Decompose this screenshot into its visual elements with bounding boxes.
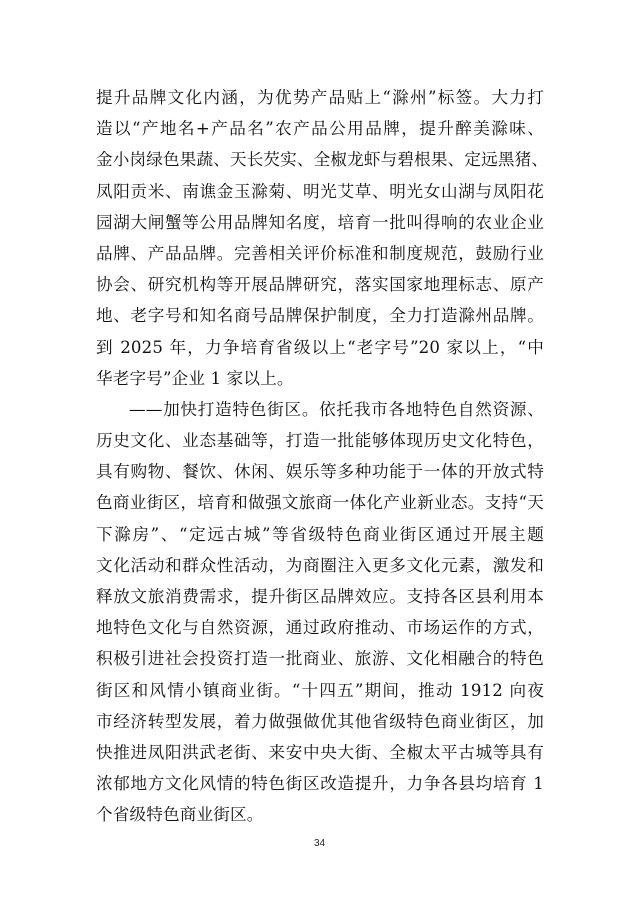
text-line: 造以“产地名+产品名”农产品公用品牌，提升醉美滁味、 xyxy=(96,119,544,139)
text-line: 到 2025 年，力争培育省级以上“老字号”20 家以上，“中 xyxy=(96,337,544,357)
paragraph-brand xyxy=(96,82,549,394)
text-line: 历史文化、业态基础等，打造一批能够体现历史文化特色， xyxy=(96,431,544,451)
body-text xyxy=(96,82,549,831)
text-line: 文化活动和群众性活动，为商圈注入更多文化元素，激发和 xyxy=(96,555,544,575)
text-line: 色商业街区，培育和做强文旅商一体化产业新业态。支持“天 xyxy=(96,493,544,513)
text-line: 市经济转型发展，着力做强做优其他省级特色商业街区，加 xyxy=(96,711,544,731)
text-line: 街区和风情小镇商业街。“十四五”期间，推动 1912 向夜 xyxy=(96,680,544,700)
text-line: 下滁房”、“定远古城”等省级特色商业街区通过开展主题 xyxy=(96,524,544,544)
paragraph-streets xyxy=(96,394,544,831)
text-line: 提升品牌文化内涵，为优势产品贴上“滁州”标签。大力打 xyxy=(96,88,544,107)
text-line: ——加快打造特色街区。依托我市各地特色自然资源、 xyxy=(129,399,544,419)
text-line: 协会、研究机构等开展品牌研究，落实国家地理标志、原产 xyxy=(96,275,544,295)
text-line: 园湖大闸蟹等公用品牌知名度，培育一批叫得响的农业企业 xyxy=(96,212,544,232)
text-line: 地特色文化与自然资源，通过政府推动、市场运作的方式， xyxy=(96,618,544,638)
text-line: 浓郁地方文化风情的特色街区改造提升，力争各县均培育 1 xyxy=(96,774,544,794)
text-line: 快推进凤阳洪武老街、来安中央大街、全椒太平古城等具有 xyxy=(96,742,544,762)
text-line: 品牌、产品品牌。完善相关评价标准和制度规范，鼓励行业 xyxy=(96,243,544,263)
page-number: 34 xyxy=(313,838,326,849)
text-line: 凤阳贡米、南谯金玉滁菊、明光艾草、明光女山湖与凤阳花 xyxy=(96,181,544,201)
text-line: 地、老字号和知名商号品牌保护制度，全力打造滁州品牌。 xyxy=(96,306,544,326)
text-line: 具有购物、餐饮、休闲、娱乐等多种功能于一体的开放式特 xyxy=(96,462,544,482)
text-line: 金小岗绿色果蔬、天长芡实、全椒龙虾与碧根果、定远黑猪、 xyxy=(96,150,549,170)
text-line: 华老字号”企业 1 家以上。 xyxy=(96,368,294,388)
text-line: 个省级特色商业街区。 xyxy=(96,805,264,825)
text-line: 释放文旅消费需求，提升街区品牌效应。支持各区县利用本 xyxy=(96,587,544,606)
text-line: 积极引进社会投资打造一批商业、旅游、文化相融合的特色 xyxy=(96,649,544,669)
